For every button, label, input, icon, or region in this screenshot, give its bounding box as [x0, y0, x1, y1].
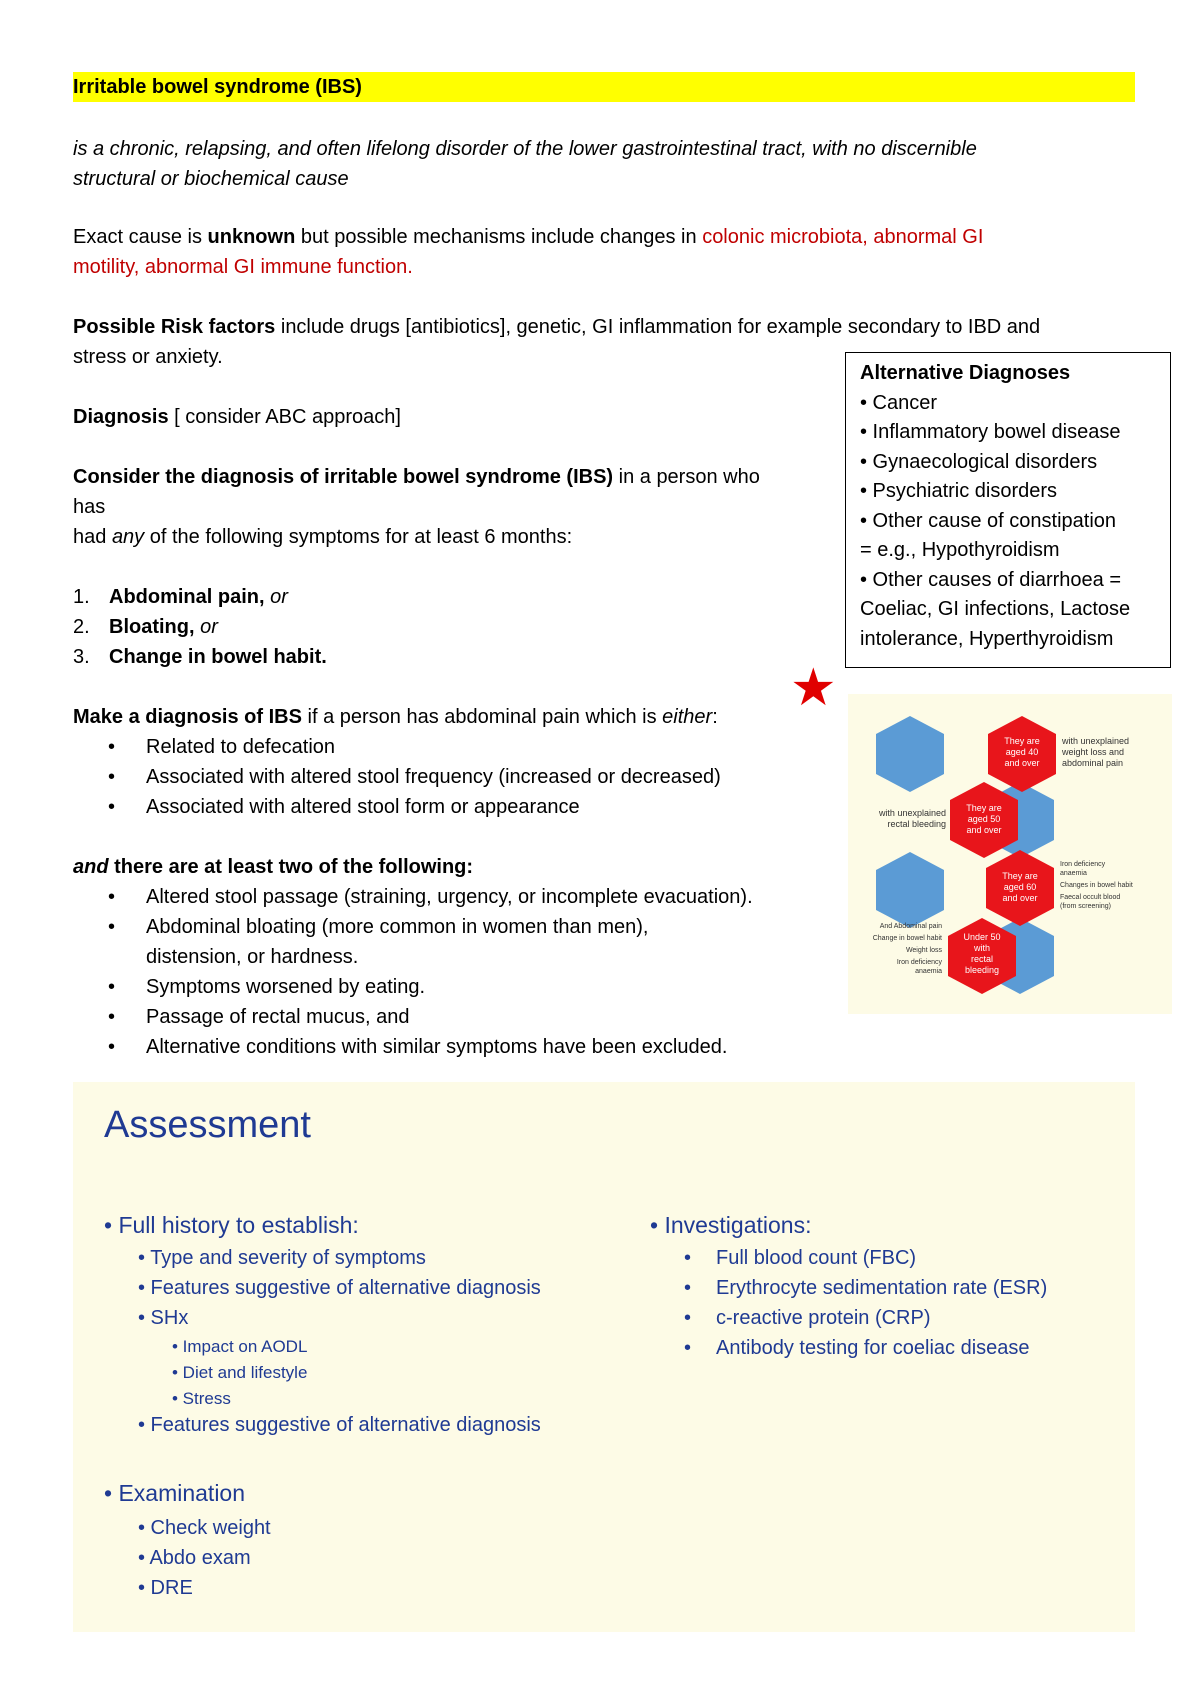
- side-label: rectal bleeding: [887, 819, 946, 829]
- and-word: and: [73, 856, 109, 878]
- exam-item: • Check weight: [138, 1517, 271, 1539]
- risk-line-1: [73, 312, 1040, 342]
- consider-line-3: [73, 522, 572, 552]
- symptom-item: [73, 582, 288, 612]
- criteria-text: Passage of rectal mucus, and: [146, 1006, 410, 1028]
- alternative-line: • Inflammatory bowel disease: [860, 421, 1121, 443]
- cause-red-2: motility, abnormal GI immune function.: [73, 256, 413, 278]
- make-end: :: [712, 706, 718, 728]
- consider-bold: Consider the diagnosis of irritable bowel syndrome (IBS): [73, 466, 614, 488]
- diagnosis-text: [ consider ABC approach]: [168, 406, 401, 428]
- hex-label: and over: [966, 825, 1002, 835]
- alternative-line: • Gynaecological disorders: [860, 450, 1098, 473]
- cause-red-1: colonic microbiota, abnormal GI: [702, 226, 984, 248]
- side-label: abdominal pain: [1062, 758, 1124, 768]
- pain-item: • Associated with altered stool frequency (increased or decreased): [108, 766, 721, 788]
- side-label: anaemia: [915, 968, 942, 975]
- hex-label: rectal: [970, 954, 994, 964]
- history-item: • Features suggestive of alternative diagnosis: [138, 1414, 541, 1436]
- criteria-text: Alternative conditions with similar symptoms have been excluded.: [146, 1036, 728, 1058]
- side-label: anaemia: [1060, 870, 1087, 877]
- symptom-or: or: [264, 586, 288, 608]
- history-heading: • Full history to establish:: [104, 1212, 359, 1238]
- shx-item: • Diet and lifestyle: [172, 1363, 308, 1382]
- side-label: Faecal occult blood: [1060, 894, 1121, 901]
- hex-label: with: [973, 943, 991, 953]
- side-label: Changes in bowel habit: [1060, 882, 1133, 889]
- alternative-title: Alternative Diagnoses: [860, 362, 1071, 384]
- side-label: with unexplained: [1062, 736, 1130, 746]
- diagnosis-label: Diagnosis: [73, 406, 169, 428]
- blue-hexagon: [876, 852, 944, 928]
- cause-prefix: Exact cause is: [73, 226, 208, 248]
- consider-following: of the following symptoms for at least 6 months:: [144, 526, 573, 548]
- symptom-item: [73, 642, 327, 672]
- symptom-text: Change in bowel habit.: [109, 646, 327, 668]
- exam-item: • DRE: [138, 1577, 193, 1599]
- history-item: • Features suggestive of alternative diagnosis: [138, 1277, 541, 1299]
- symptom-item: [73, 612, 218, 642]
- hex-label: They are: [1002, 871, 1038, 881]
- alternative-line: Coeliac, GI infections, Lactose: [860, 598, 1131, 620]
- symptom-number: 3.: [73, 646, 90, 668]
- blue-hexagon: [876, 716, 944, 792]
- risk-text-1: include drugs [antibiotics], genetic, GI inflammation for example secondary to IBD and: [275, 316, 1041, 338]
- criteria-text: Symptoms worsened by eating.: [146, 976, 426, 998]
- history-item: • Type and severity of symptoms: [138, 1247, 426, 1269]
- criteria-item: • Symptoms worsened by eating.: [108, 976, 426, 998]
- consider-line-2: has: [73, 496, 106, 518]
- alternative-line: = e.g., Hypothyroidism: [860, 539, 1060, 561]
- exam-item: • Abdo exam: [138, 1547, 251, 1569]
- alternative-line: intolerance, Hyperthyroidism: [860, 627, 1114, 650]
- risk-label: Possible Risk factors: [73, 316, 276, 338]
- alternative-line: • Other causes of diarrhoea =: [860, 568, 1122, 591]
- investigation-text: c-reactive protein (CRP): [716, 1307, 931, 1329]
- symptom-text: Abdominal pain,: [109, 586, 265, 608]
- side-label: And Abdominal pain: [879, 923, 942, 930]
- alternative-line: • Psychiatric disorders: [860, 480, 1058, 502]
- side-label: Change in bowel habit: [872, 935, 942, 942]
- examination-heading: • Examination: [104, 1480, 246, 1506]
- investigation-item: • Erythrocyte sedimentation rate (ESR): [684, 1277, 1048, 1299]
- criteria-text: Abdominal bloating (more common in women than men),: [146, 916, 649, 938]
- star-icon: ★: [790, 659, 837, 717]
- investigation-item: • Full blood count (FBC): [684, 1247, 917, 1269]
- referral-hexagon-figure: [848, 694, 1172, 1014]
- shx-item: • Stress: [172, 1389, 231, 1408]
- alternative-line: • Cancer: [860, 391, 938, 414]
- shx-item: • Impact on AODL: [172, 1337, 308, 1356]
- investigation-text: Erythrocyte sedimentation rate (ESR): [716, 1277, 1048, 1299]
- side-label: weight loss and: [1062, 747, 1125, 757]
- symptom-number: 1.: [73, 586, 90, 608]
- hex-label: They are: [1004, 736, 1040, 746]
- criteria-item: • Abdominal bloating (more common in women than men),: [108, 916, 649, 938]
- make-diagnosis-line: [73, 702, 718, 732]
- criteria-item: • Altered stool passage (straining, urgency, or incomplete evacuation).: [108, 886, 753, 908]
- risk-text-2: stress or anxiety.: [73, 346, 223, 368]
- side-label: Weight loss: [905, 947, 942, 954]
- consider-any: any: [111, 526, 145, 548]
- consider-line-1: [73, 462, 760, 492]
- assessment-title: Assessment: [104, 1104, 311, 1146]
- investigations-heading: • Investigations:: [650, 1212, 812, 1238]
- make-bold: Make a diagnosis of IBS: [73, 706, 302, 728]
- and-line: [73, 852, 473, 882]
- hex-label: They are: [966, 803, 1002, 813]
- history-item: • SHx: [138, 1307, 189, 1329]
- and-rest: there are at least two of the following:: [108, 856, 474, 878]
- criteria-item: • Alternative conditions with similar symptoms have been excluded.: [108, 1036, 728, 1058]
- make-rest: if a person has abdominal pain which is: [301, 706, 663, 728]
- title-highlight: [73, 72, 1135, 102]
- diagnosis-line: [73, 402, 401, 432]
- definition-line-1: is a chronic, relapsing, and often lifelong disorder of the lower gastrointestinal tract, with no discernible: [73, 138, 977, 160]
- alternative-line: • Other cause of constipation: [860, 509, 1117, 532]
- make-either: either: [662, 706, 713, 728]
- hex-label: aged 40: [1005, 747, 1039, 757]
- pain-item-text: Related to defecation: [146, 736, 336, 758]
- hex-label: and over: [1002, 893, 1038, 903]
- cause-line-1: [73, 222, 983, 252]
- investigation-text: Full blood count (FBC): [716, 1247, 917, 1269]
- investigation-text: Antibody testing for coeliac disease: [716, 1337, 1030, 1359]
- hex-label: aged 60: [1003, 882, 1037, 892]
- cause-mid: but possible mechanisms include changes in: [295, 226, 703, 248]
- cause-unknown: unknown: [207, 226, 296, 248]
- side-label: with unexplained: [878, 808, 946, 818]
- criteria-text: Altered stool passage (straining, urgency, or incomplete evacuation).: [146, 886, 753, 908]
- investigation-item: • Antibody testing for coeliac disease: [684, 1337, 1030, 1359]
- pain-item-text: Associated with altered stool form or appearance: [146, 796, 580, 818]
- hex-label: bleeding: [964, 965, 1000, 975]
- symptom-number: 2.: [73, 616, 90, 638]
- consider-had: had: [73, 526, 112, 548]
- page-title: Irritable bowel syndrome (IBS): [73, 76, 362, 98]
- criteria-continuation: distension, or hardness.: [146, 946, 359, 968]
- alternative-diagnoses-box: [845, 352, 1171, 668]
- definition-line-2: structural or biochemical cause: [73, 168, 349, 190]
- side-label: Iron deficiency: [896, 959, 942, 966]
- investigation-item: • c-reactive protein (CRP): [684, 1307, 931, 1329]
- hex-label: Under 50: [963, 932, 1001, 942]
- pain-item: • Related to defecation: [108, 736, 336, 758]
- symptom-or: or: [194, 616, 218, 638]
- criteria-item: • Passage of rectal mucus, and: [108, 1006, 410, 1028]
- hex-label: and over: [1004, 758, 1040, 768]
- hexagon-diagram: [848, 694, 1172, 1014]
- symptom-text: Bloating,: [109, 616, 195, 638]
- side-label: (from screening): [1060, 903, 1111, 910]
- pain-item: • Associated with altered stool form or appearance: [108, 796, 580, 818]
- pain-item-text: Associated with altered stool frequency (increased or decreased): [146, 766, 721, 788]
- consider-rest: in a person who: [613, 466, 760, 488]
- side-label: Iron deficiency: [1060, 861, 1106, 868]
- hex-label: aged 50: [967, 814, 1001, 824]
